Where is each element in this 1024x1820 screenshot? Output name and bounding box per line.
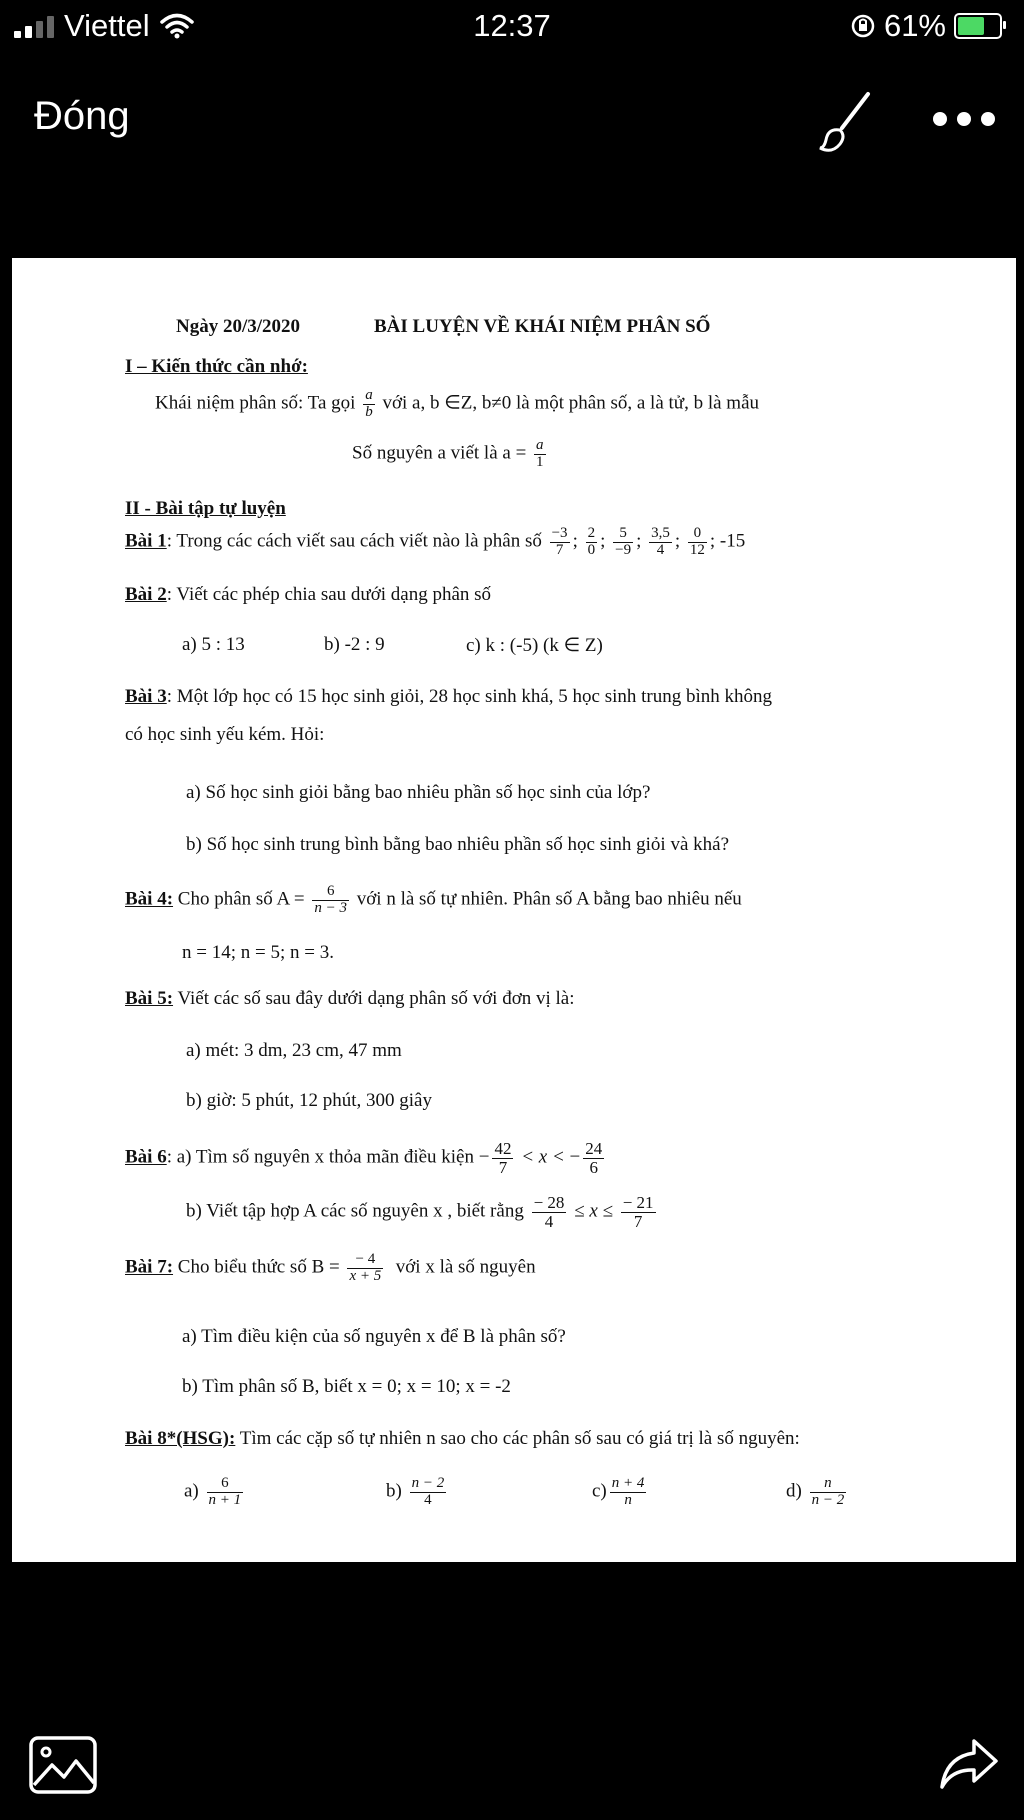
more-icon[interactable] bbox=[930, 104, 998, 134]
b8c-fraction: $\frac{n + 4}{n}$ bbox=[611, 1475, 645, 1508]
carrier-label: Viettel bbox=[64, 8, 150, 43]
exercise-1: Bài 1: Trong các cách viết sau cách viết nào là phân số $\frac{-3}{7}$ ; $\frac{2}{0}$ ; $\frac{5}{-9}$ ; $\frac{3,5}{4}$ ; $\frac{0}{12}$ ; -15 bbox=[125, 525, 746, 558]
b7-fraction: $\frac{- 4}{x + 5}$ bbox=[349, 1251, 382, 1284]
fraction-a-over-b: $\frac{a}{b}$ bbox=[365, 387, 373, 420]
b3-a: a) Số học sinh giỏi bằng bao nhiêu phần số học sinh của lớp? bbox=[186, 782, 651, 803]
b7-b: b) Tìm phân số B, biết x = 0; x = 10; x = -2 bbox=[182, 1376, 511, 1397]
bottom-toolbar bbox=[0, 1565, 1024, 1820]
b8-option-a: a) $\frac{6}{n + 1}$ bbox=[184, 1475, 242, 1508]
b1-fraction-2: $\frac{2}{0}$ bbox=[587, 525, 596, 558]
exercise-2: Bài 2: Viết các phép chia sau dưới dạng phân số bbox=[125, 584, 492, 605]
b6a-right-fraction: $\frac{24}{6}$ bbox=[585, 1139, 603, 1177]
exercise-6a: Bài 6: a) Tìm số nguyên x thỏa mãn điều kiện − $\frac{42}{7}$ < x < − $\frac{24}{6}$ bbox=[125, 1139, 603, 1177]
b8b-fraction: $\frac{n - 2}{4}$ bbox=[411, 1475, 445, 1508]
definition-line: Khái niệm phân số: Ta gọi $\frac{a}{b}$ với a, b ∈Z, b≠0 là một phân số, a là tử, b là mẫu bbox=[155, 387, 760, 420]
close-button[interactable]: Đóng bbox=[34, 94, 130, 138]
b2-a: a) 5 : 13 bbox=[182, 634, 245, 655]
battery-icon bbox=[954, 13, 1002, 39]
exercise-7: Bài 7: Cho biểu thức số B = $\frac{- 4}{x + 5}$ với x là số nguyên bbox=[125, 1251, 536, 1284]
rotation-lock-icon bbox=[850, 13, 876, 39]
clock: 12:37 bbox=[473, 8, 551, 43]
nav-bar bbox=[0, 70, 1024, 170]
b5-a: a) mét: 3 dm, 23 cm, 47 mm bbox=[186, 1040, 402, 1061]
b1-fraction-1: $\frac{-3}{7}$ bbox=[551, 525, 568, 558]
b4-values: n = 14; n = 5; n = 3. bbox=[182, 942, 334, 963]
b8a-fraction: $\frac{6}{n + 1}$ bbox=[208, 1475, 242, 1508]
exercise-8: Bài 8*(HSG): Tìm các cặp số tự nhiên n sao cho các phân số sau có giá trị là số nguyên: bbox=[125, 1428, 800, 1449]
exercise-3: Bài 3: Một lớp học có 15 học sinh giỏi, 28 học sinh khá, 5 học sinh trung bình không bbox=[125, 686, 773, 707]
exercise-5: Bài 5: Viết các số sau đây dưới dạng phân số với đơn vị là: bbox=[125, 988, 575, 1009]
section-2-heading: II - Bài tập tự luyện bbox=[125, 498, 286, 519]
b8-option-c: c) $\frac{n + 4}{n}$ bbox=[592, 1475, 645, 1508]
b3-b: b) Số học sinh trung bình bằng bao nhiêu phần số học sinh giỏi và khá? bbox=[186, 834, 730, 855]
b3-line-2: có học sinh yếu kém. Hỏi: bbox=[125, 724, 325, 745]
exercise-4: Bài 4: Cho phân số A = $\frac{6}{n - 3}$ với n là số tự nhiên. Phân số A bằng bao nhiêu nếu bbox=[125, 883, 742, 916]
b1-fraction-4: $\frac{3,5}{4}$ bbox=[651, 525, 670, 558]
doc-title: BÀI LUYỆN VỀ KHÁI NIỆM PHÂN SỐ bbox=[374, 316, 711, 337]
integer-line: Số nguyên a viết là a = $\frac{a}{1}$ bbox=[352, 437, 544, 470]
doc-date: Ngày 20/3/2020 bbox=[176, 316, 301, 337]
b1-fraction-3: $\frac{5}{-9}$ bbox=[615, 525, 632, 558]
fraction-a-over-1: $\frac{a}{1}$ bbox=[536, 437, 544, 470]
b8-option-d: d) $\frac{n}{n - 2}$ bbox=[786, 1475, 845, 1508]
b2-c: c) k : (-5) (k ∈ Z) bbox=[466, 635, 603, 656]
gallery-icon[interactable] bbox=[28, 1735, 98, 1795]
exercise-6b: b) Viết tập hợp A các số nguyên x , biết rằng $\frac{- 28}{4}$ ≤ x ≤ $\frac{- 21}{7}$ bbox=[186, 1193, 654, 1231]
b4-fraction: $\frac{6}{n - 3}$ bbox=[314, 883, 347, 916]
b6a-left-fraction: $\frac{42}{7}$ bbox=[494, 1139, 512, 1177]
status-bar bbox=[0, 0, 1024, 56]
b2-b: b) -2 : 9 bbox=[324, 634, 385, 655]
b6b-left-fraction: $\frac{- 28}{4}$ bbox=[533, 1193, 565, 1231]
b8d-fraction: $\frac{n}{n - 2}$ bbox=[811, 1475, 845, 1508]
b6b-right-fraction: $\frac{- 21}{7}$ bbox=[622, 1193, 654, 1231]
battery-percent: 61% bbox=[883, 8, 946, 43]
b5-b: b) giờ: 5 phút, 12 phút, 300 giây bbox=[186, 1090, 432, 1111]
document-page bbox=[12, 258, 1016, 1562]
section-1-heading: I – Kiến thức cần nhớ: bbox=[125, 356, 308, 377]
b1-fraction-5: $\frac{0}{12}$ bbox=[689, 525, 705, 558]
brush-icon[interactable] bbox=[818, 90, 874, 154]
b7-a: a) Tìm điều kiện của số nguyên x để B là phân số? bbox=[182, 1326, 566, 1347]
share-icon[interactable] bbox=[938, 1737, 998, 1791]
b8-option-b: b) $\frac{n - 2}{4}$ bbox=[386, 1475, 445, 1508]
